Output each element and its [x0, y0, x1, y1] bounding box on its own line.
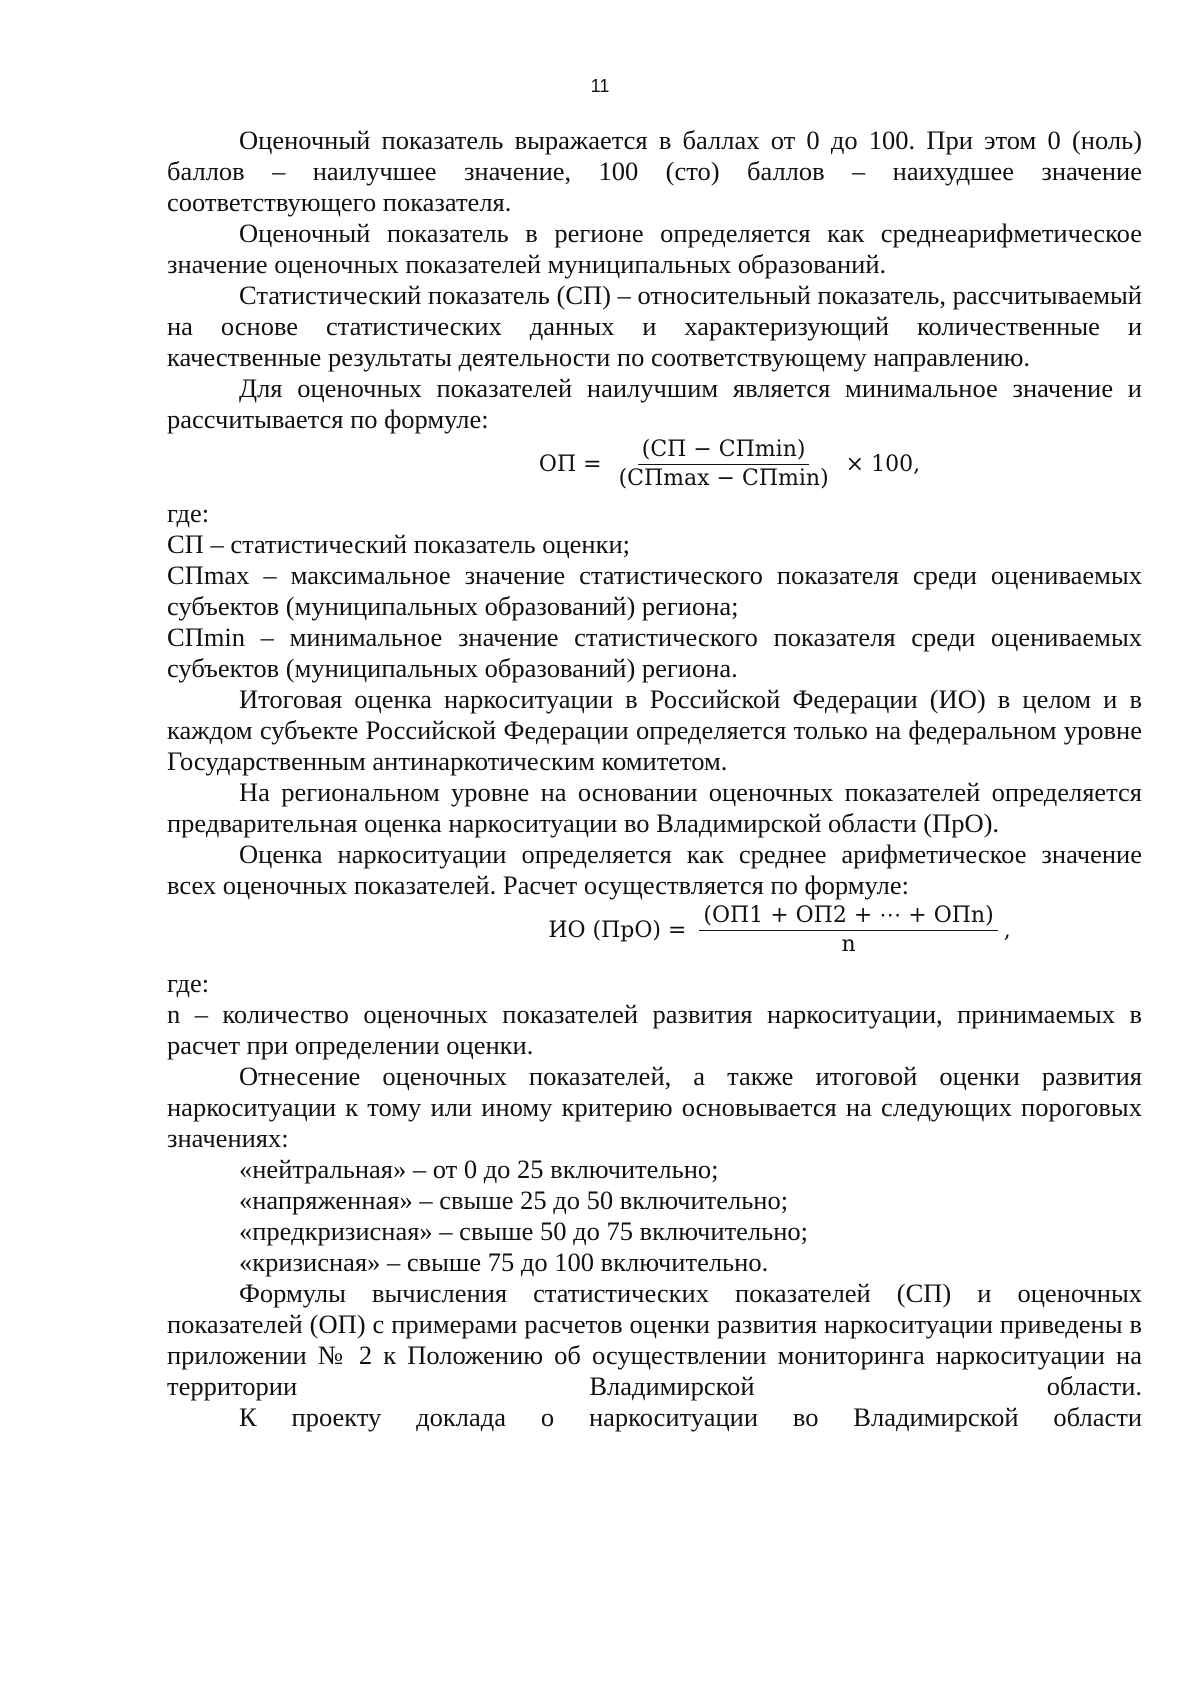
formula-lhs: ИО (ПрО) = [548, 917, 694, 943]
paragraph: где: [167, 968, 210, 998]
definition-spmin: СПmin – минимальное значение статистического показателя среди оцениваемых субъектов (муниципальных образований) региона. [167, 622, 1142, 683]
formula-denominator: n [841, 932, 856, 957]
paragraph: На региональном уровне на основании оценочных показателей определяется предварительная оценка наркоситуации во Владимирской области (ПрО). [167, 777, 1142, 838]
paragraph: Итоговая оценка наркоситуации в Российской Федерации (ИО) в целом и в каждом субъекте Российской Федерации определяется только на федеральном уровне Государственным антинаркотическим комитетом. [167, 684, 1142, 776]
paragraph: Формулы вычисления статистических показателей (СП) и оценочных показателей (ОП) с примерами расчетов оценки развития наркоситуации приведены в приложении № 2 к Положению об осуществлении мониторинга наркоситуации на территории Владимирской области. [167, 1278, 1142, 1401]
paragraph: Оценка наркоситуации определяется как среднее арифметическое значение всех оценочных показателей. Расчет осуществляется по формуле: [167, 839, 1142, 900]
formula-rhs: , [1003, 917, 1011, 943]
formula-denominator: (СПmax − СПmin) [618, 466, 829, 491]
threshold-item: «кризисная» – свыше 75 до 100 включительно. [239, 1247, 769, 1277]
paragraph: Оценочный показатель выражается в баллах от 0 до 100. При этом 0 (ноль) баллов – наилучшее значение, 100 (сто) баллов – наихудшее значение соответствующего показателя. [167, 125, 1142, 217]
formula-rhs: × 100, [838, 451, 921, 477]
paragraph: Отнесение оценочных показателей, а также итоговой оценки развития наркоситуации к тому или иному критерию основывается на следующих пороговых значениях: [167, 1061, 1142, 1153]
threshold-item: «нейтральная» – от 0 до 25 включительно; [239, 1154, 719, 1184]
formula-fraction [699, 903, 997, 958]
formula-numerator: (ОП1 + ОП2 + ⋯ + ОПn) [699, 903, 997, 931]
paragraph: где: [167, 498, 210, 528]
formula-io [167, 903, 1142, 958]
paragraph: Статистический показатель (СП) – относительный показатель, рассчитываемый на основе статистических данных и характеризующий количественные и качественные результаты деятельности по соответствующему направлению. [167, 280, 1142, 372]
threshold-item: «предкризисная» – свыше 50 до 75 включительно; [239, 1216, 809, 1246]
document-body [167, 125, 1142, 1433]
definition-spmax: СПmax – максимальное значение статистического показателя среди оцениваемых субъектов (муниципальных образований) региона; [167, 560, 1142, 621]
formula-lhs: ОП = [538, 451, 609, 477]
formula-fraction [615, 437, 833, 492]
threshold-item: «напряженная» – свыше 25 до 50 включительно; [239, 1185, 789, 1215]
paragraph: К проекту доклада о наркоситуации во Владимирской области [239, 1402, 1142, 1432]
definition-sp: СП – статистический показатель оценки; [167, 529, 630, 559]
formula-numerator: (СП − СПmin) [638, 437, 810, 465]
formula-op [167, 437, 1142, 492]
paragraph: Для оценочных показателей наилучшим является минимальное значение и рассчитывается по формуле: [167, 373, 1142, 434]
paragraph: Оценочный показатель в регионе определяется как среднеарифметическое значение оценочных показателей муниципальных образований. [167, 218, 1142, 279]
definition-n: n – количество оценочных показателей развития наркоситуации, принимаемых в расчет при определении оценки. [167, 999, 1142, 1060]
page-number: 11 [590, 76, 610, 96]
